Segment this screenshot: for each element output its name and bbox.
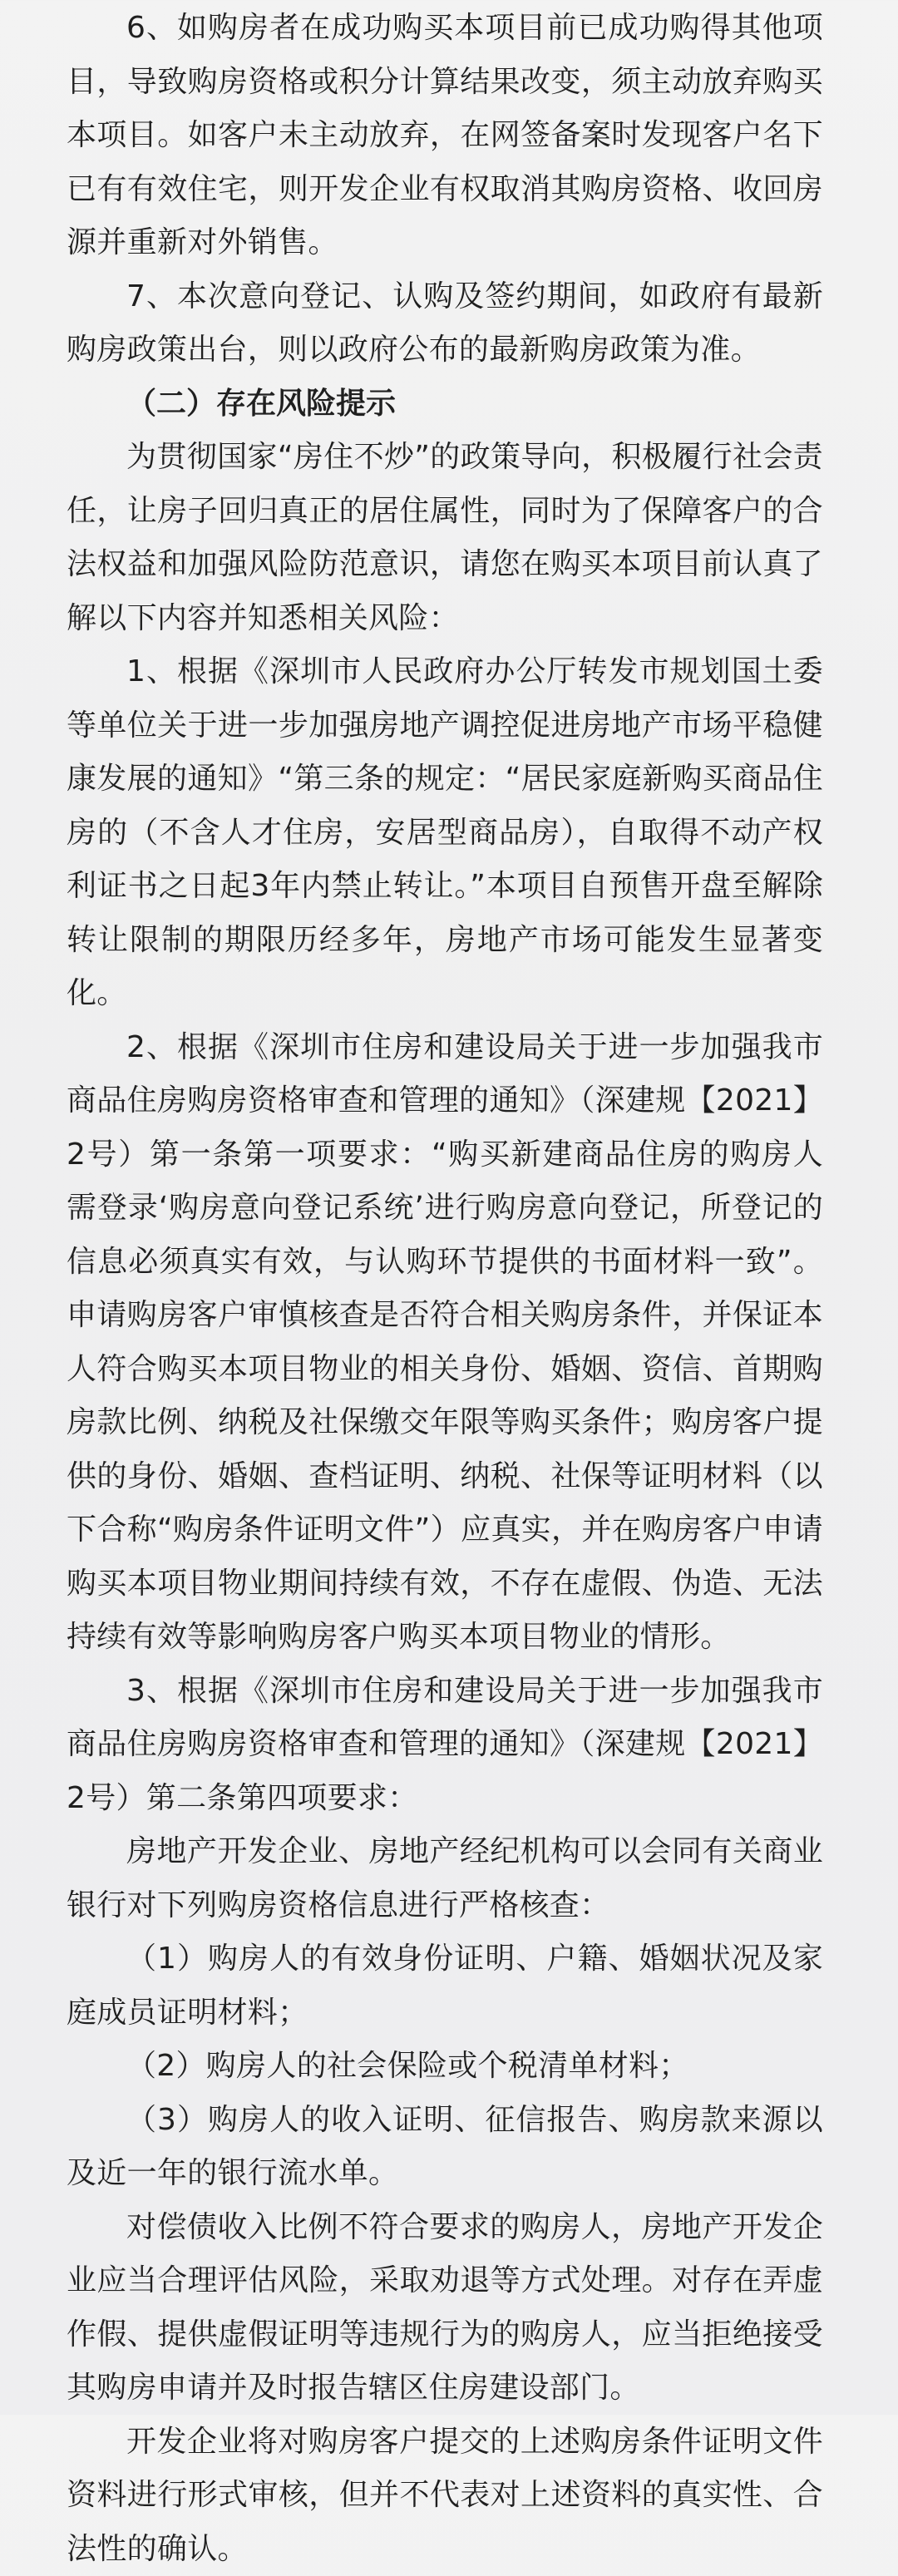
document-body: [67, 0, 823, 2576]
paragraph-risk-2: 2、根据《深圳市住房和建设局关于进一步加强我市商品住房购房资格审查和管理的通知》（深建规【2021】2号）第一条第一项要求：“购买新建商品住房的购房人需登录‘购房意向登记系统’进行购房意向登记，所登记的信息必须真实有效，与认购环节提供的书面材料一致”。申请购房客户审慎核查是否符合相关购房条件，并保证本人符合购买本项目物业的相关身份、婚姻、资信、首期购房款比例、纳税及社保缴交年限等购买条件；购房客户提供的身份、婚姻、查档证明、纳税、社保等证明材料（以下合称“购房条件证明文件”）应真实，并在购房客户申请购买本项目物业期间持续有效，不存在虚假、伪造、无法持续有效等影响购房客户购买本项目物业的情形。: [67, 1021, 823, 1665]
paragraph-risk-intro: 为贯彻国家“房住不炒”的政策导向，积极履行社会责任，让房子回归真正的居住属性，同时为了保障客户的合法权益和加强风险防范意识，请您在购买本项目前认真了解以下内容并知悉相关风险：: [67, 431, 823, 645]
paragraph-debt-ratio: 对偿债收入比例不符合要求的购房人，房地产开发企业应当合理评估风险，采取劝退等方式处理。对存在弄虚作假、提供虚假证明等违规行为的购房人，应当拒绝接受其购房申请并及时报告辖区住房建设部门。: [67, 2201, 823, 2416]
list-item-social-insurance: （2）购房人的社会保险或个税清单材料；: [67, 2040, 823, 2094]
paragraph-formal-review: 开发企业将对购房客户提交的上述购房条件证明文件资料进行形式审核，但并不代表对上述资料的真实性、合法性的确认。: [67, 2416, 823, 2576]
paragraph-item-7: 7、本次意向登记、认购及签约期间，如政府有最新购房政策出台，则以政府公布的最新购房政策为准。: [67, 270, 823, 378]
paragraph-risk-3: 3、根据《深圳市住房和建设局关于进一步加强我市商品住房购房资格审查和管理的通知》（深建规【2021】2号）第二条第四项要求：: [67, 1665, 823, 1826]
paragraph-item-6: 6、如购房者在成功购买本项目前已成功购得其他项目，导致购房资格或积分计算结果改变，须主动放弃购买本项目。如客户未主动放弃，在网签备案时发现客户名下已有有效住宅，则开发企业有权取消其购房资格、收回房源并重新对外销售。: [67, 2, 823, 270]
section-heading-risk: （二）存在风险提示: [67, 378, 823, 432]
list-item-income: （3）购房人的收入证明、征信报告、购房款来源以及近一年的银行流水单。: [67, 2094, 823, 2201]
list-item-identity: （1）购房人的有效身份证明、户籍、婚姻状况及家庭成员证明材料；: [67, 1932, 823, 2040]
paragraph-risk-1: 1、根据《深圳市人民政府办公厅转发市规划国土委等单位关于进一步加强房地产调控促进房地产市场平稳健康发展的通知》“第三条的规定：“居民家庭新购买商品住房的（不含人才住房，安居型商品房），自取得不动产权利证书之日起3年内禁止转让。”本项目自预售开盘至解除转让限制的期限历经多年，房地产市场可能发生显著变化。: [67, 645, 823, 1021]
paragraph-verification-scope: 房地产开发企业、房地产经纪机构可以会同有关商业银行对下列购房资格信息进行严格核查：: [67, 1825, 823, 1932]
